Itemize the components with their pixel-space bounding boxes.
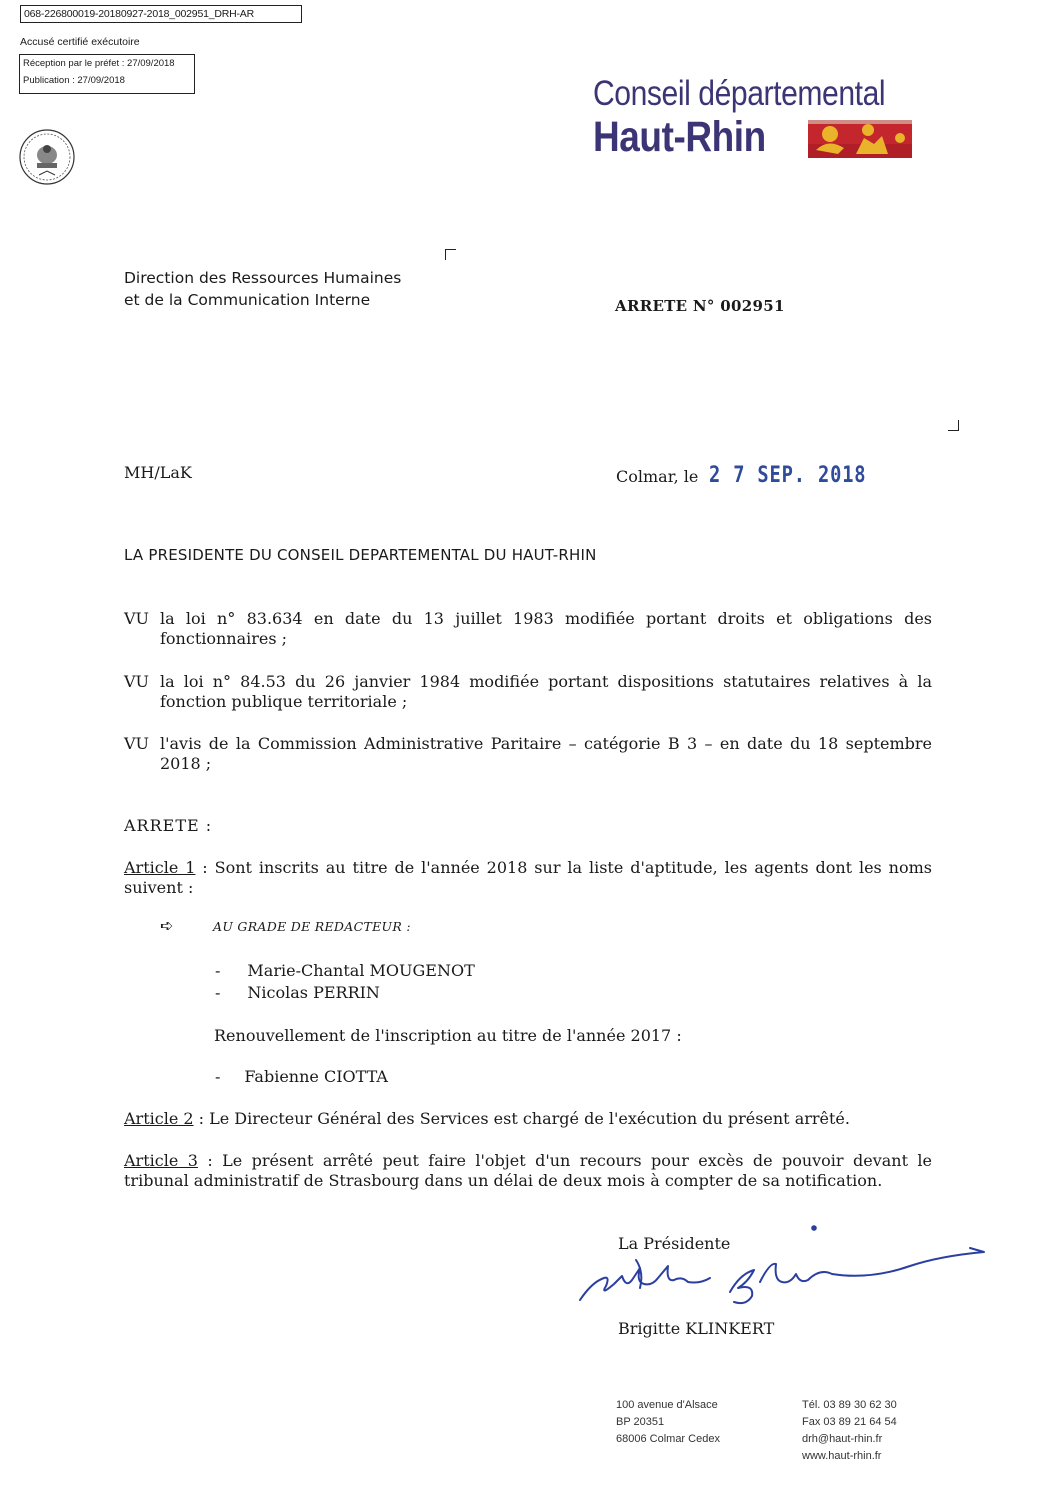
address-line: BP 20351 [616,1416,665,1428]
email-link[interactable]: drh@haut-rhin.fr [802,1433,883,1445]
article-3 [124,1151,932,1191]
vu-key: VU [124,672,150,691]
vu-clause-1 [124,609,932,649]
vu-key: VU [124,609,150,628]
list-item: - Fabienne CIOTTA [215,1067,388,1086]
official-seal-icon [17,127,77,187]
footer-address [616,1397,720,1448]
renewal-list [215,1067,615,1087]
window-corner-top-left [445,249,456,260]
article-2 [124,1109,932,1129]
vu-key: VU [124,734,150,753]
article-3-label: Article 3 [124,1151,198,1170]
agent-name: Marie-Chantal MOUGENOT [247,961,475,980]
reception-stamp [19,54,195,94]
vu-text: la loi n° 83.634 en date du 13 juillet 1983 modifiée portant droits et obligations des fonctionnaires ; [160,609,932,648]
agent-name: Nicolas PERRIN [247,983,380,1002]
handwritten-signature [570,1222,990,1312]
grade-heading: AU GRADE DE REDACTEUR : [213,919,411,934]
place-date [616,463,895,488]
logo-line2: Haut-Rhin [593,113,766,161]
signatory-role: La Présidente [618,1234,731,1253]
place: Colmar, le [616,467,699,486]
list-item: - Marie-Chantal MOUGENOT [215,961,475,980]
date-stamp: 2 7 SEP. 2018 [709,463,867,488]
vu-text: la loi n° 84.53 du 26 janvier 1984 modifiée portant dispositions statutaires relatives à la fonction publique territoriale ; [160,672,932,711]
phone: Tél. 03 89 30 62 30 [802,1399,897,1411]
department-line1: Direction des Ressources Humaines [124,269,402,287]
publication-date: Publication : 27/09/2018 [23,75,125,86]
vu-clause-2 [124,672,932,712]
agent-name: Fabienne CIOTTA [244,1067,388,1086]
article-3-text: : Le présent arrêté peut faire l'objet d'un recours pour excès de pouvoir devant le tribunal administratif de Strasbourg dans un délai de deux mois à compter de sa notification. [124,1151,933,1190]
footer-contact [802,1397,897,1465]
fax: Fax 03 89 21 64 54 [802,1416,897,1428]
article-1-text: : Sont inscrits au titre de l'année 2018 sur la liste d'aptitude, les agents dont les noms suivent : [124,858,932,897]
document-title: LA PRESIDENTE DU CONSEIL DEPARTEMENTAL DU HAUT-RHIN [124,546,597,564]
logo-line1: Conseil départemental [593,74,886,113]
renewal-heading: Renouvellement de l'inscription au titre de l'année 2017 : [214,1026,682,1045]
window-corner-bottom-right [948,420,959,431]
article-1-label: Article 1 [124,858,196,877]
arrow-icon: ➪ [160,916,174,935]
reference: MH/LaK [124,463,192,482]
vu-text: l'avis de la Commission Administrative Paritaire – catégorie B 3 – en date du 18 septembre 2018 ; [160,734,932,773]
arrete-number: ARRETE N° 002951 [615,297,785,315]
signatory-name: Brigitte KLINKERT [618,1319,775,1338]
arrete-heading: ARRETE : [124,816,213,835]
name-list [215,961,615,1003]
reception-date: Réception par le préfet : 27/09/2018 [23,58,175,69]
article-2-label: Article 2 [124,1109,194,1128]
department-name [124,267,401,311]
certified-label: Accusé certifié exécutoire [20,36,140,48]
website-link[interactable]: www.haut-rhin.fr [802,1450,882,1462]
list-item: - Nicolas PERRIN [215,983,380,1002]
address-line: 68006 Colmar Cedex [616,1433,720,1445]
haut-rhin-crest-icon [808,120,912,158]
transmission-id: 068-226800019-20180927-2018_002951_DRH-AR [20,5,302,23]
address-line: 100 avenue d'Alsace [616,1399,718,1411]
article-2-text: : Le Directeur Général des Services est chargé de l'exécution du présent arrêté. [193,1109,850,1128]
article-1 [124,858,932,898]
vu-clause-3 [124,734,932,774]
department-line2: et de la Communication Interne [124,291,371,309]
